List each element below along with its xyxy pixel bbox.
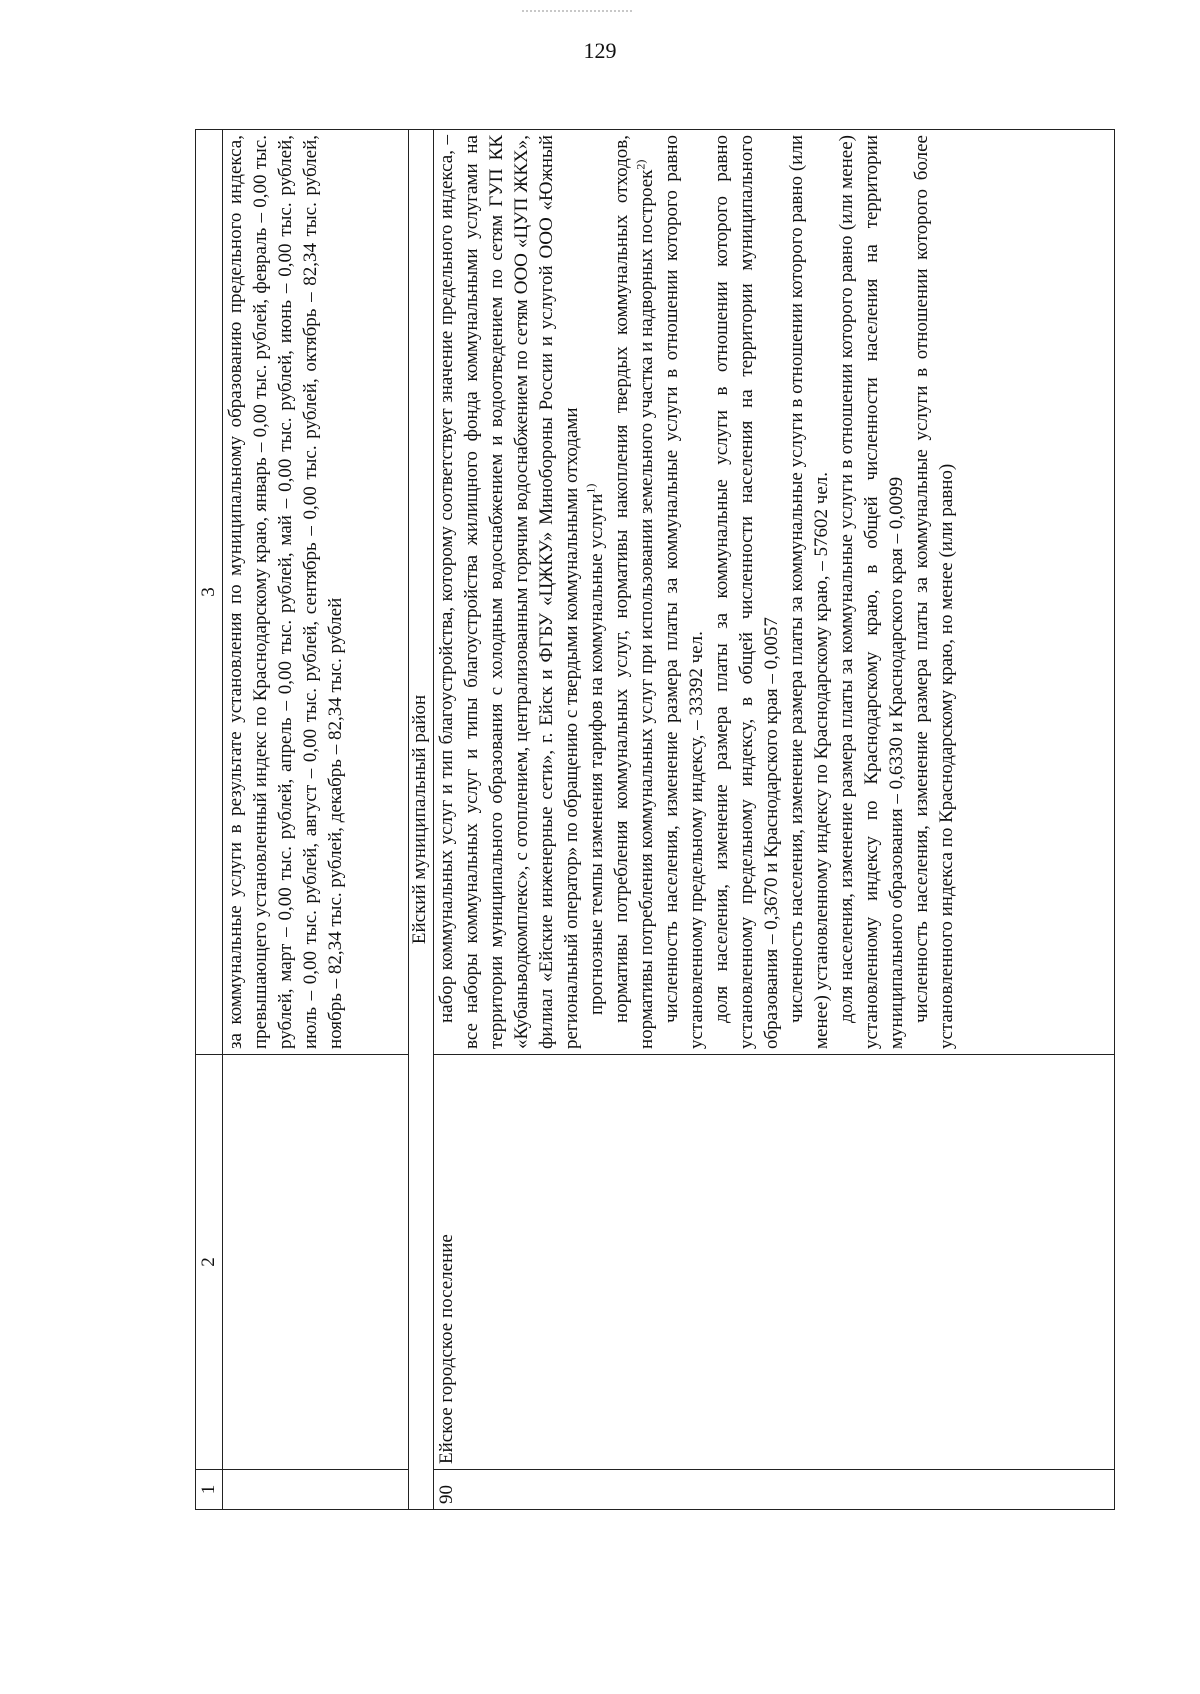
paragraph-service-set: набор коммунальных услуг и тип благоустройства, которому соответствует значение предельного индекса, – все наборы коммунальных услуг и типы благоустройства жилищного фонда коммунальными услугами на территории муниципального образования с холодным водоснабжением и водоотведением по сетям ГУП КК «Кубаньводкомплекс», с отоплением, централизованным горячим водоснабжением по сетям ООО «ЦУП ЖКХ», филиал «Ейские инженерные сети», г. Ейск и ФГБУ «ЦЖКУ» Минобороны России и услугой ООО «Южный региональный оператор» по обращению с твердыми коммунальными отходами [436,135,582,1049]
table-row-continuation [223,130,409,1510]
paragraph-population-less: численность населения, изменение размера платы за коммунальные услуги в отношении которого равно (или менее) установленному индексу по Краснодарскому краю, – 57602 чел. [786,135,832,1049]
cell-name [223,1055,409,1470]
norms-text: нормативы потребления коммунальных услуг, нормативы накопления твердых коммунальных отходов, нормативы потребления коммунальных услуг при использовании земельного участка и надворных построек [611,135,657,1049]
paragraph-norms [609,135,659,1049]
table-header-row [196,130,223,1510]
header-col-1: 1 [196,1470,223,1510]
header-col-3: 3 [196,130,223,1055]
paragraph-tariff-rates [584,135,609,1049]
paragraph-share-equal: доля населения, изменение размера платы за коммунальные услуги в отношении которого равно установленному предельному индексу, в общей численности населения на территории муниципального образования – 0,3670 и Краснодарского края – 0,0057 [711,135,782,1049]
table-row [434,130,1115,1510]
indices-table [195,129,1115,1510]
footnote-mark-2: 2) [633,159,648,170]
cell-description [223,130,409,1055]
section-title: Ейский муниципальный район [409,130,434,1510]
scan-artifact [522,10,632,18]
paragraph-population-more: численность населения, изменение размера платы за коммунальные услуги в отношении которого более установленного индекса по Краснодарскому краю, но менее (или равно) [911,135,957,1049]
row-number: 90 [434,1470,1115,1510]
tariff-rates-text: прогнозные темпы изменения тарифов на коммунальные услуги [586,493,607,1015]
row-settlement-name: Ейское городское поселение [434,1055,1115,1470]
cell-number [223,1470,409,1510]
row-description [434,130,1115,1055]
header-col-2: 2 [196,1055,223,1470]
table-section-row [409,130,434,1510]
table-rotated-wrapper [195,130,1115,1510]
footnote-mark-1: 1) [583,483,598,494]
page-number: 129 [583,38,617,63]
paragraph-population-equal: численность населения, изменение размера платы за коммунальные услуги в отношении которого равно установленному предельному индексу, – 33392 чел. [661,135,707,1049]
continuation-text: за коммунальные услуги в результате установления по муниципальному образованию предельного индекса, превышающего установленный индекс по Краснодарскому краю, январь – 0,00 тыс. рублей, февраль – 0,00 тыс. рублей, март – 0,00 тыс. рублей, апрель – 0,00 тыс. рублей, май – 0,00 тыс. рублей, июнь – 0,00 тыс. рублей, июль – 0,00 тыс. рублей, август – 0,00 тыс. рублей, сентябрь – 0,00 тыс. рублей, октябрь – 82,34 тыс. рублей, ноябрь – 82,34 тыс. рублей, декабрь – 82,34 тыс. рублей [225,135,346,1049]
paragraph-share-less: доля населения, изменение размера платы за коммунальные услуги в отношении которого равно (или менее) установленному индексу по Краснодарскому краю, в общей численности населения на территории муниципального образования – 0,6330 и Краснодарского края – 0,0099 [836,135,907,1049]
